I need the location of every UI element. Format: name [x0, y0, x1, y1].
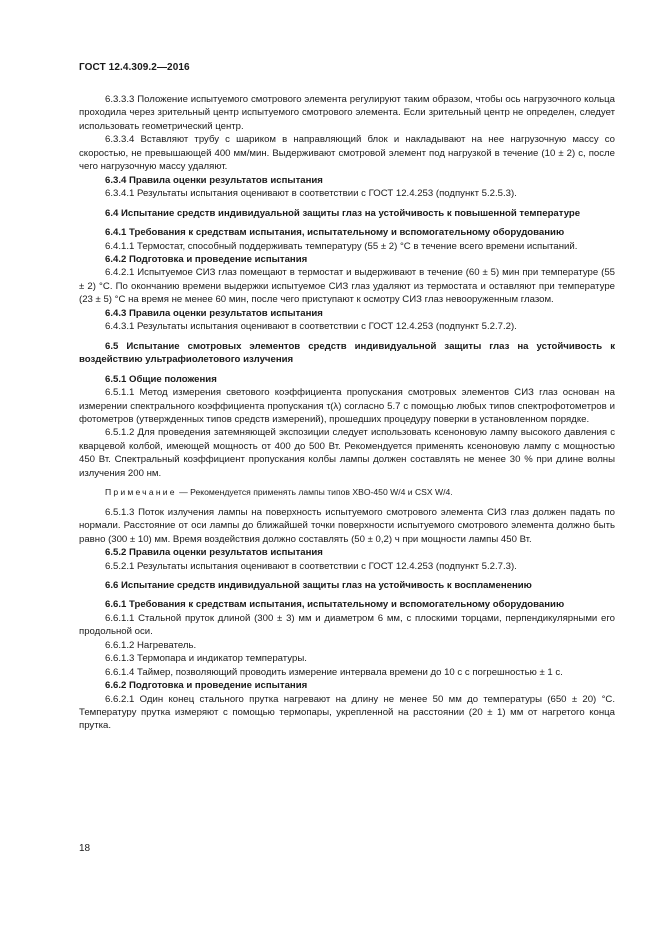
document-body	[79, 93, 615, 733]
paragraph: 6.5.1.3 Поток излучения лампы на поверхность испытуемого смотрового элемента СИЗ глаз должен падать по нормали. Расстояние от оси лампы до ближайшей точки поверхности испытуемого смотрового элемента должно быть равно (300 ± 10) мм. Время воздействия должно составлять (50 ± 0,2) ч при мощности лампы 450 Вт.	[79, 506, 615, 545]
paragraph: 6.3.3.4 Вставляют трубу с шариком в направляющий блок и накладывают на нее нагрузочную массу со скоростью, не превышающей 400 мм/мин. Выдерживают смотровой элемент под нагрузкой в течение (10 ± 2) с, после чего нагрузочную массу удаляют.	[79, 134, 615, 173]
section-heading: 6.5 Испытание смотровых элементов средств индивидуальной защиты глаз на устойчивость к воздействию ультрафиолетового излучения	[79, 340, 615, 366]
subsection-heading: 6.4.3 Правила оценки результатов испытания	[105, 307, 323, 319]
paragraph: 6.4.2.1 Испытуемое СИЗ глаз помещают в термостат и выдерживают в течение (60 ± 5) мин при температуре (55 ± 2) °С. По окончанию времени выдержки испытуемое СИЗ глаз удаляют из термостата и оставляют при температуре (23 ± 5) °С на время не менее 60 мин, после чего приступают к осмотру СИЗ глаз невооруженным глазом.	[79, 267, 615, 306]
paragraph: 6.3.4.1 Результаты испытания оценивают в соответствии с ГОСТ 12.4.253 (подпункт 5.2.5.3).	[105, 188, 517, 200]
document-header: ГОСТ 12.4.309.2—2016	[79, 62, 190, 73]
paragraph: 6.6.2.1 Один конец стального прутка нагревают на длину не менее 50 мм до температуры (650 ± 20) °С. Температуру прутка измеряют с помощью термопары, укрепленной на расстоянии (20 ± 1) мм от нагретого конца прутка.	[79, 693, 615, 732]
section-heading: 6.6 Испытание средств индивидуальной защиты глаз на устойчивость к воспламенению	[105, 579, 532, 591]
paragraph: 6.5.2.1 Результаты испытания оценивают в соответствии с ГОСТ 12.4.253 (подпункт 5.2.7.3).	[105, 560, 517, 572]
paragraph: 6.6.1.1 Стальной пруток длиной (300 ± 3) мм и диаметром 6 мм, с плоскими торцами, перпендикулярными его продольной оси.	[79, 612, 615, 638]
paragraph: 6.5.1.1 Метод измерения светового коэффициента пропускания смотровых элементов СИЗ глаз основан на измерении спектрального коэффициента пропускания τ(λ) согласно 5.7 с помощью любых типов спектрофотометров и фотометров (утвержденных типов средств измерений), прошедших процедуру поверки в установленном порядке.	[79, 387, 615, 425]
section-heading: 6.4 Испытание средств индивидуальной защиты глаз на устойчивость к повышенной температуре	[105, 207, 581, 219]
subsection-heading: 6.4.2 Подготовка и проведение испытания	[105, 253, 308, 265]
subsection-heading: 6.6.1 Требования к средствам испытания, испытательному и вспомогательному оборудованию	[105, 599, 565, 611]
paragraph: 6.3.3.3 Положение испытуемого смотрового элемента регулируют таким образом, чтобы ось нагрузочного кольца проходила через зрительный центр испытуемого смотрового элемента. Если зрительный центр не определен, следует использовать геометрический центр.	[79, 94, 615, 132]
paragraph: 6.5.1.2 Для проведения затемняющей экспозиции следует использовать ксеноновую лампу высокого давления с кварцевой колбой, имеющей мощность от 400 до 500 Вт. Рекомендуется применять ксеноновую лампу с мощностью 450 Вт. Спектральный коэффициент пропускания колбы лампы должен составлять не менее 30 % при длине волны излучения 200 нм.	[79, 427, 615, 479]
paragraph: 6.4.1.1 Термостат, способный поддерживать температуру (55 ± 2) °С в течение всего времени испытаний.	[105, 240, 578, 252]
subsection-heading: 6.3.4 Правила оценки результатов испытания	[105, 174, 323, 186]
subsection-heading: 6.5.2 Правила оценки результатов испытания	[105, 547, 323, 559]
note-label: Примечание	[105, 487, 177, 498]
note	[79, 486, 615, 499]
paragraph: 6.6.1.3 Термопара и индикатор температуры.	[105, 653, 307, 665]
paragraph: 6.6.1.4 Таймер, позволяющий проводить измерение интервала времени до 10 с с погрешностью ± 1 с.	[105, 666, 563, 678]
subsection-heading: 6.5.1 Общие положения	[105, 373, 217, 385]
subsection-heading: 6.6.2 Подготовка и проведение испытания	[105, 680, 308, 692]
page-number: 18	[79, 843, 91, 854]
paragraph: 6.4.3.1 Результаты испытания оценивают в соответствии с ГОСТ 12.4.253 (подпункт 5.2.7.2).	[105, 321, 517, 333]
subsection-heading: 6.4.1 Требования к средствам испытания, испытательному и вспомогательному оборудованию	[105, 227, 565, 239]
note-text: — Рекомендуется применять лампы типов XBO-450 W/4 и CSX W/4.	[176, 487, 453, 498]
paragraph: 6.6.1.2 Нагреватель.	[105, 639, 197, 651]
